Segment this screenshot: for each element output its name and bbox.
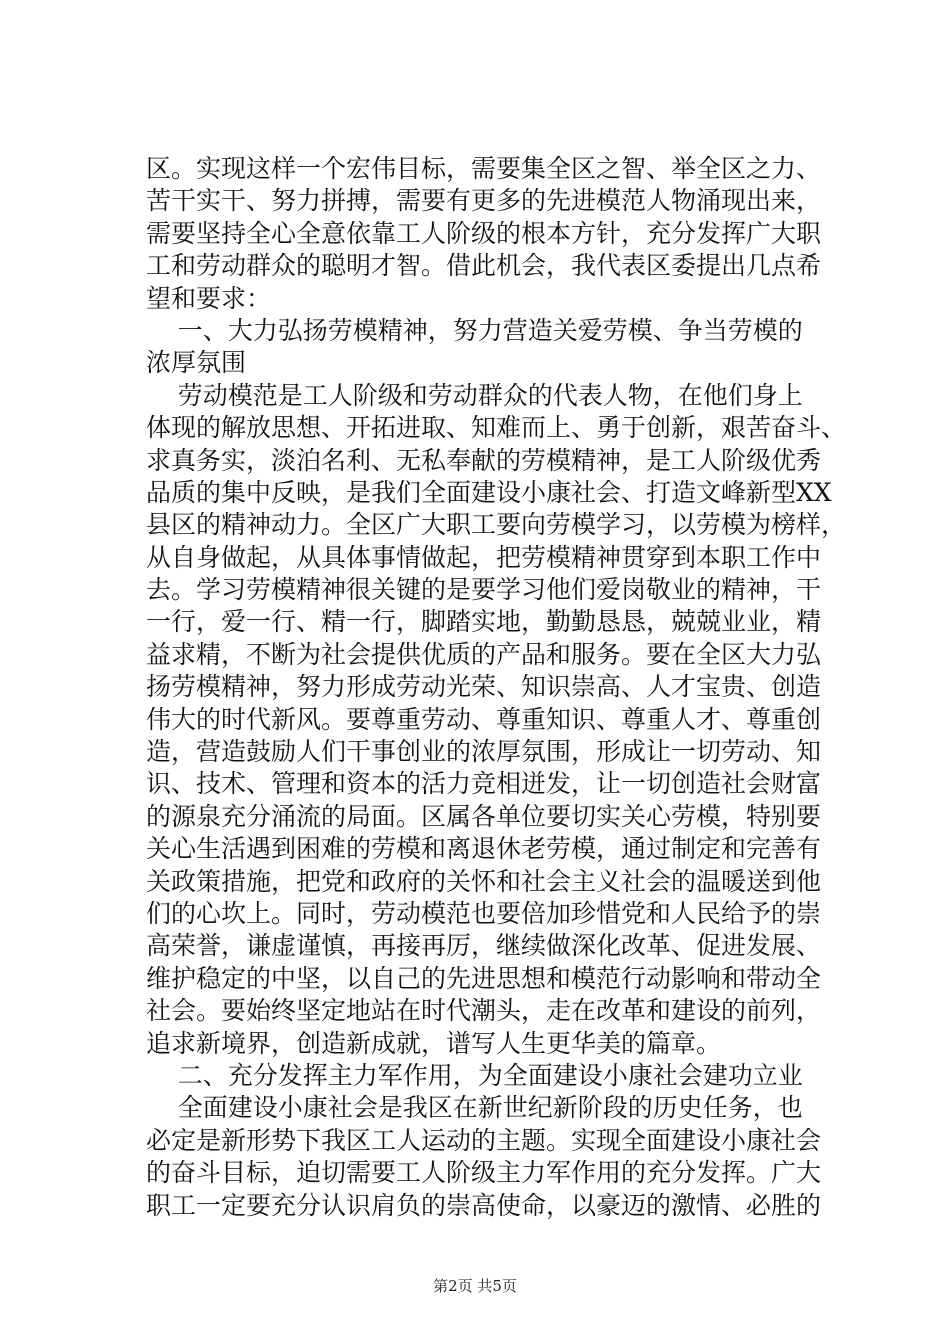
text-line: 追求新境界，创造新成就，谱写人生更华美的篇章。: [146, 1028, 722, 1058]
text-line: 一行，爱一行、精一行，脚踏实地，勤勤恳恳，兢兢业业，精: [146, 607, 822, 637]
text-line: 高荣誉，谦虚谨慎，再接再厉，继续做深化改革、促进发展、: [146, 931, 822, 961]
text-line: 必定是新形势下我区工人运动的主题。实现全面建设小康社会: [146, 1125, 822, 1155]
page-footer: 第2页 共5页: [433, 1277, 517, 1295]
text-line: 县区的精神动力。全区广大职工要向劳模学习，以劳模为榜样，: [146, 510, 847, 540]
text-line: 去。学习劳模精神很关键的是要学习他们爱岗敬业的精神，干: [146, 575, 822, 605]
text-line: 全面建设小康社会是我区在新世纪新阶段的历史任务，也: [146, 1093, 803, 1123]
body-text: [146, 153, 846, 1222]
text-line: 体现的解放思想、开拓进取、知难而上、勇于创新，艰苦奋斗、: [146, 413, 847, 443]
text-line: 伟大的时代新风。要尊重劳动、尊重知识、尊重人才、尊重创: [146, 704, 822, 734]
text-line: 浓厚氛围: [146, 348, 247, 378]
text-line: 社会。要始终坚定地站在时代潮头，走在改革和建设的前列，: [146, 996, 822, 1026]
text-line: 从自身做起，从具体事情做起，把劳模精神贯穿到本职工作中: [146, 542, 822, 572]
text-line: 的奋斗目标，迫切需要工人阶级主力军作用的充分发挥。广大: [146, 1158, 822, 1188]
text-line: 们的心坎上。同时，劳动模范也要倍加珍惜党和人民给予的崇: [146, 898, 822, 928]
text-line: 工和劳动群众的聪明才智。借此机会，我代表区委提出几点希: [146, 251, 822, 281]
text-line: 关心生活遇到困难的劳模和离退休老劳模，通过制定和完善有: [146, 834, 822, 864]
text-line: 区。实现这样一个宏伟目标，需要集全区之智、举全区之力、: [146, 154, 822, 183]
text-line: 的源泉充分涌流的局面。区属各单位要切实关心劳模，特别要: [146, 801, 822, 831]
text-line: 二、充分发挥主力军作用，为全面建设小康社会建功立业: [146, 1060, 803, 1090]
text-line: 苦干实干、努力拼搏，需要有更多的先进模范人物涌现出来，: [146, 186, 822, 216]
text-line: 求真务实，淡泊名利、无私奉献的劳模精神，是工人阶级优秀: [146, 445, 822, 475]
text-line: 望和要求：: [146, 283, 272, 313]
text-line: 需要坚持全心全意依靠工人阶级的根本方针，充分发挥广大职: [146, 218, 822, 248]
text-line: 造，营造鼓励人们干事创业的浓厚氛围，形成让一切劳动、知: [146, 737, 822, 767]
text-line: 劳动模范是工人阶级和劳动群众的代表人物，在他们身上: [146, 380, 803, 410]
text-line: 关政策措施，把党和政府的关怀和社会主义社会的温暖送到他: [146, 866, 822, 896]
text-line: 扬劳模精神，努力形成劳动光荣、知识崇高、人才宝贵、创造: [146, 672, 822, 702]
text-line: 品质的集中反映，是我们全面建设小康社会、打造文峰新型XX: [146, 477, 832, 507]
text-line: 维护稳定的中坚，以自己的先进思想和模范行动影响和带动全: [146, 963, 822, 993]
text-line: 识、技术、管理和资本的活力竞相迸发，让一切创造社会财富: [146, 769, 822, 799]
text-line: 职工一定要充分认识肩负的崇高使命，以豪迈的激情、必胜的: [146, 1190, 822, 1220]
text-line: 益求精，不断为社会提供优质的产品和服务。要在全区大力弘: [146, 639, 822, 669]
text-line: 一、大力弘扬劳模精神，努力营造关爱劳模、争当劳模的: [146, 315, 803, 345]
